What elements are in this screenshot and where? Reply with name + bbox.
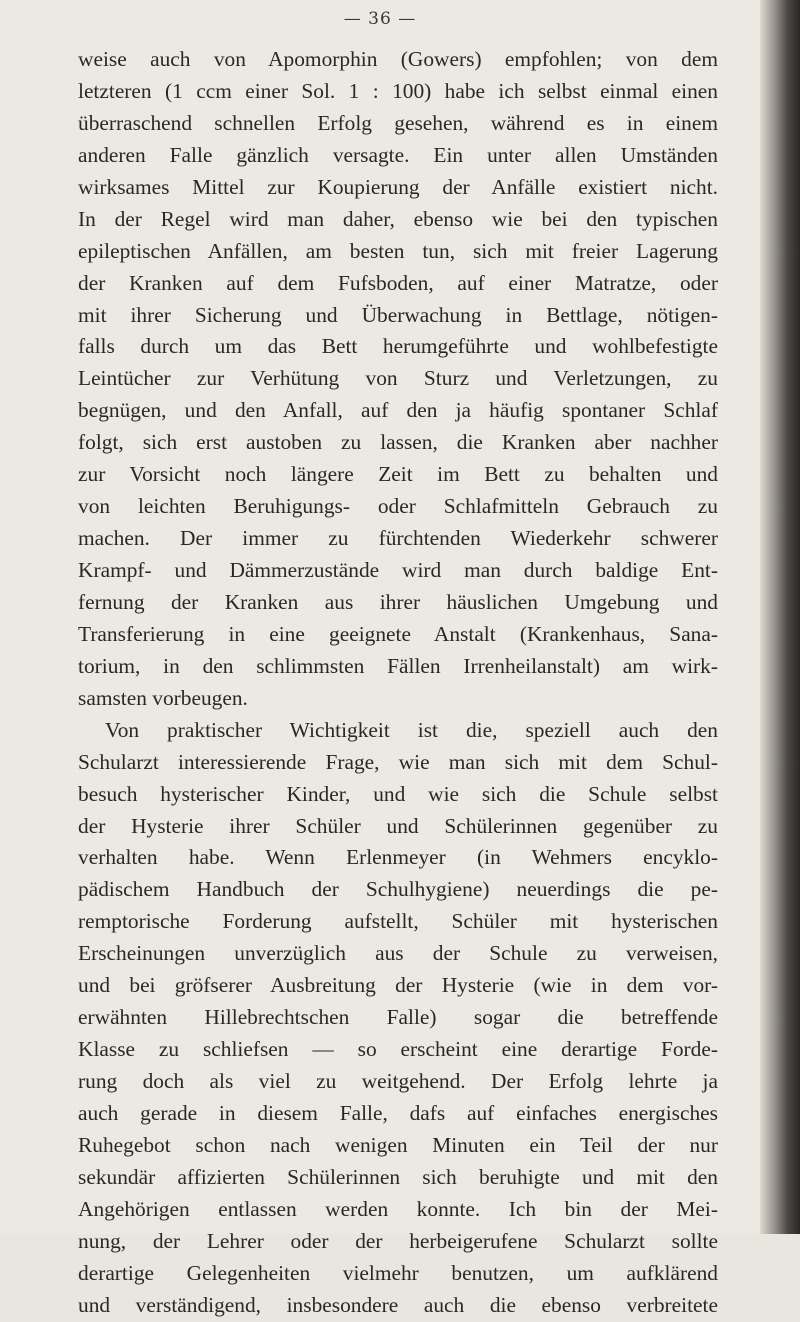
text-line: erwähnten Hillebrechtschen Falle) sogar die betreffende [78,1005,718,1030]
text-line: nung, der Lehrer oder der herbeigerufene Schularzt sollte [78,1228,718,1253]
text-line: falls durch um das Bett herumgeführte und wohlbefestigte [78,334,718,359]
text-line: derartige Gelegenheiten vielmehr benutzen, um aufklärend [78,1260,718,1285]
text-line: torium, in den schlimmsten Fällen Irrenheilanstalt) am wirk- [78,653,718,678]
text-line: von leichten Beruhigungs- oder Schlafmitteln Gebrauch zu [78,494,718,519]
text-line: auch gerade in diesem Falle, dafs auf einfaches energisches [78,1100,718,1125]
text-line: In der Regel wird man daher, ebenso wie bei den typischen [78,206,718,231]
text-line: epileptischen Anfällen, am besten tun, sich mit freier Lagerung [78,238,718,263]
text-line: anderen Falle gänzlich versagte. Ein unter allen Umständen [78,142,718,167]
text-line: sekundär affizierten Schülerinnen sich beruhigte und mit den [78,1164,718,1189]
text-line: der Hysterie ihrer Schüler und Schülerinnen gegenüber zu [78,813,718,838]
text-line: letzteren (1 ccm einer Sol. 1 : 100) habe ich selbst einmal einen [78,78,718,103]
text-line: zur Vorsicht noch längere Zeit im Bett zu behalten und [78,462,718,487]
text-line: mit ihrer Sicherung und Überwachung in Bettlage, nötigen- [78,302,718,327]
text-line: verhalten habe. Wenn Erlenmeyer (in Wehmers encyklo- [78,845,718,870]
text-line: weise auch von Apomorphin (Gowers) empfohlen; von dem [78,47,718,71]
text-line: Schularzt interessierende Frage, wie man sich mit dem Schul- [78,749,718,774]
body-text [78,44,718,1322]
text-line: Erscheinungen unverzüglich aus der Schule zu verweisen, [78,941,718,966]
text-line: remptorische Forderung aufstellt, Schüler mit hysterischen [78,909,718,934]
page-edge-shadow [760,0,800,1234]
text-line: Klasse zu schliefsen — so erscheint eine derartige Forde- [78,1037,718,1062]
text-line: fernung der Kranken aus ihrer häuslichen Umgebung und [78,589,718,614]
text-line: besuch hysterischer Kinder, und wie sich die Schule selbst [78,781,718,806]
text-line: Ruhegebot schon nach wenigen Minuten ein Teil der nur [78,1132,718,1157]
text-line: und verständigend, insbesondere auch die ebenso verbreitete [78,1292,718,1317]
text-line: und bei gröfserer Ausbreitung der Hysterie (wie in dem vor- [78,973,718,998]
text-line: wirksames Mittel zur Koupierung der Anfälle existiert nicht. [78,174,718,199]
page-number: — 36 — [343,9,417,29]
text-line: machen. Der immer zu fürchtenden Wiederkehr schwerer [78,526,718,551]
text-line: Leintücher zur Verhütung von Sturz und Verletzungen, zu [78,366,718,391]
text-line: Angehörigen entlassen werden konnte. Ich bin der Mei- [78,1196,718,1221]
text-line: rung doch als viel zu weitgehend. Der Erfolg lehrte ja [78,1069,718,1093]
text-line: samsten vorbeugen. [78,685,248,710]
text-line: pädischem Handbuch der Schulhygiene) neuerdings die pe- [78,877,718,902]
text-line: überraschend schnellen Erfolg gesehen, während es in einem [78,110,718,135]
text-line: Krampf- und Dämmerzustände wird man durch baldige Ent- [78,558,718,582]
text-line: Von praktischer Wichtigkeit ist die, speziell auch den [105,717,718,742]
text-line: Transferierung in eine geeignete Anstalt (Krankenhaus, Sana- [78,621,718,646]
text-line: folgt, sich erst austoben zu lassen, die Kranken aber nachher [78,430,718,455]
text-line: begnügen, und den Anfall, auf den ja häufig spontaner Schlaf [78,398,718,423]
text-line: der Kranken auf dem Fufsboden, auf einer Matratze, oder [78,270,718,295]
